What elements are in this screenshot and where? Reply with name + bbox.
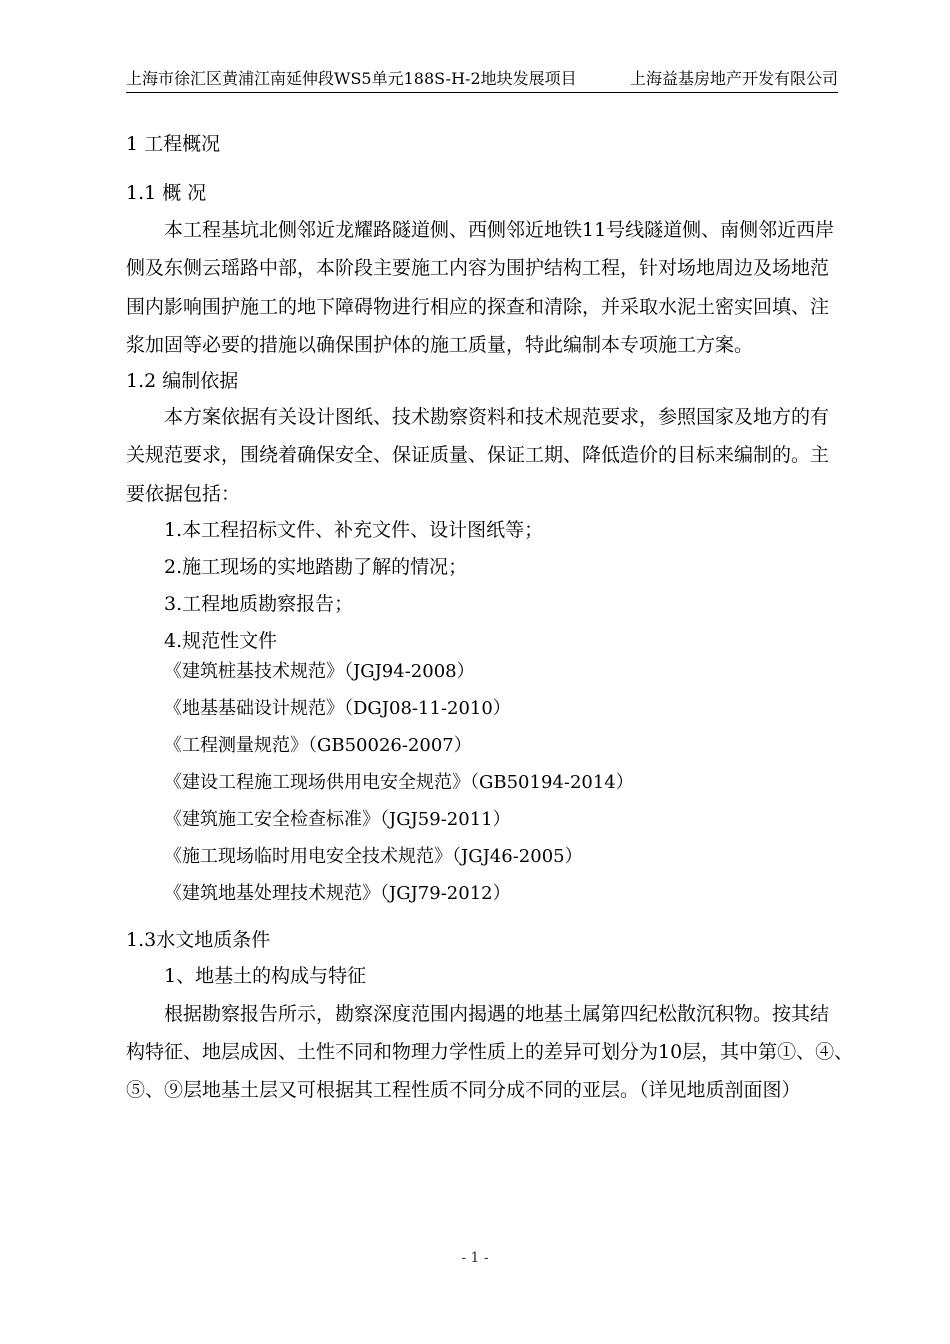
basis-line-2: 关规范要求，围绕着确保安全、保证质量、保证工期、降低造价的目标来编制的。主 [126,444,830,466]
basis-line-1: 本方案依据有关设计图纸、技术勘察资料和技术规范要求，参照国家及地方的有 [164,406,830,428]
section-1-1-title: 1.1 概 况 [126,182,207,204]
overview-line-1: 本工程基坑北侧邻近龙耀路隧道侧、西侧邻近地铁11号线隧道侧、南侧邻近西岸 [164,219,835,241]
basis-item-4: 4.规范性文件 [164,630,278,652]
header-company-name: 上海益基房地产开发有限公司 [629,69,838,88]
spec-item: 《施工现场临时用电安全技术规范》（JGJ46-2005） [164,846,583,867]
section-1-2-title: 1.2 编制依据 [126,370,239,392]
overview-line-2: 侧及东侧云瑶路中部，本阶段主要施工内容为围护结构工程，针对场地周边及场地范 [126,257,830,279]
basis-line-3: 要依据包括： [126,483,241,505]
geology-line-3: ⑤、⑨层地基土层又可根据其工程性质不同分成不同的亚层。（详见地质剖面图） [126,1079,801,1101]
header-project-title: 上海市徐汇区黄浦江南延伸段WS5单元188S-H-2地块发展项目 [126,69,577,88]
geology-line-2: 构特征、地层成因、土性不同和物理力学性质上的差异可划分为10层，其中第①、④、 [126,1041,854,1063]
section-1-3-title: 1.3水文地质条件 [126,929,271,951]
basis-item-3: 3.工程地质勘察报告； [164,593,354,615]
spec-item: 《地基基础设计规范》（DGJ08-11-2010） [164,698,511,719]
overview-line-3: 围内影响围护施工的地下障碍物进行相应的探查和清除，并采取水泥土密实回填、注 [126,296,830,318]
section-1-3-subtitle: 1、地基土的构成与特征 [164,965,367,987]
spec-item: 《建设工程施工现场供用电安全规范》（GB50194-2014） [164,772,634,793]
basis-item-2: 2.施工现场的实地踏勘了解的情况； [164,556,468,578]
geology-line-1: 根据勘察报告所示，勘察深度范围内揭遇的地基土属第四纪松散沉积物。按其结 [164,1003,830,1025]
spec-item: 《建筑施工安全检查标准》（JGJ59-2011） [164,809,511,830]
page-header [126,66,838,93]
section-1-title: 1 工程概况 [126,133,221,155]
spec-item: 《建筑桩基技术规范》（JGJ94-2008） [164,661,475,682]
basis-item-1: 1.本工程招标文件、补充文件、设计图纸等； [164,519,544,541]
spec-item: 《工程测量规范》（GB50026-2007） [164,735,472,756]
overview-line-4: 浆加固等必要的措施以确保围护体的施工质量，特此编制本专项施工方案。 [126,334,754,356]
page-number: - 1 - [461,1250,489,1266]
spec-item: 《建筑地基处理技术规范》（JGJ79-2012） [164,883,511,904]
